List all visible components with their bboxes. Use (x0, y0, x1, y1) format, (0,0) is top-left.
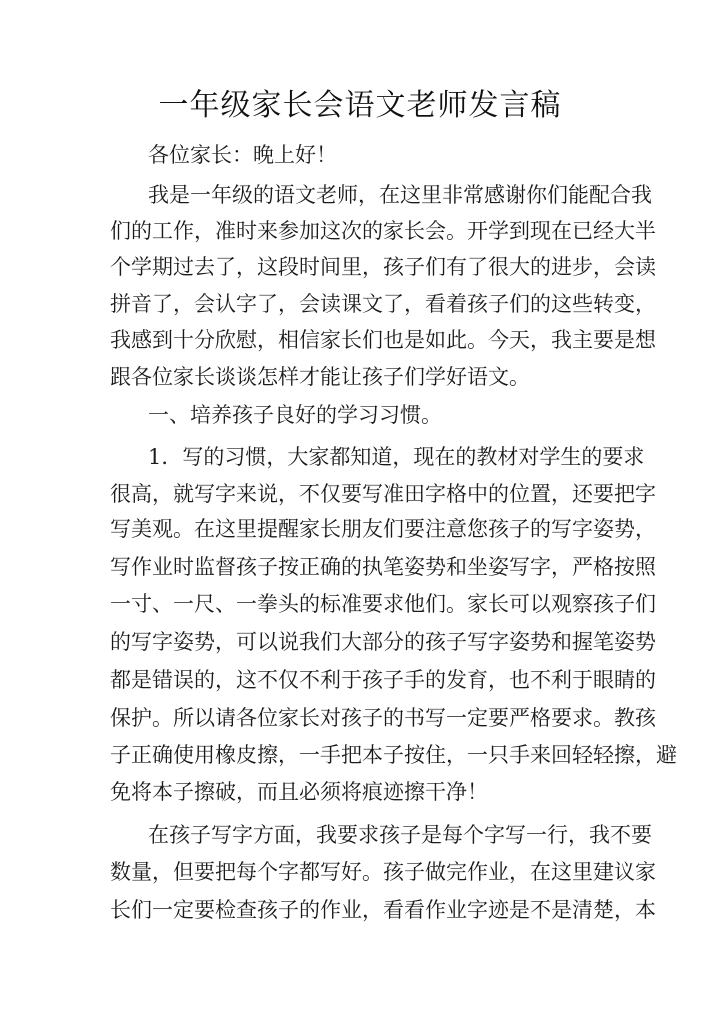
greeting-line: 各位家长：晚上好！ (148, 143, 337, 167)
document-title: 一年级家长会语文老师发言稿 (158, 88, 562, 123)
paragraph-line: 1．写的习惯，大家都知道，现在的教材对学生的要求 (148, 445, 645, 469)
paragraph-line: 我感到十分欣慰，相信家长们也是如此。今天，我主要是想 (110, 328, 656, 352)
paragraph-line: 保护。所以请各位家长对孩子的书写一定要严格要求。教孩 (110, 706, 656, 730)
paragraph-line: 写作业时监督孩子按正确的执笔姿势和坐姿写字，严格按照 (110, 555, 656, 579)
paragraph-line: 我是一年级的语文老师，在这里非常感谢你们能配合我 (148, 183, 652, 207)
paragraph-line: 拼音了，会认字了，会读课文了，看着孩子们的这些转变， (110, 292, 656, 316)
paragraph-line: 都是错误的，这不仅不利于孩子手的发育，也不利于眼睛的 (110, 668, 656, 692)
paragraph-line: 们的工作，准时来参加这次的家长会。开学到现在已经大半 (110, 219, 656, 243)
paragraph-line: 个学期过去了，这段时间里，孩子们有了很大的进步，会读 (110, 255, 656, 279)
paragraph-line: 跟各位家长谈谈怎样才能让孩子们学好语文。 (110, 365, 530, 389)
paragraph-line: 写美观。在这里提醒家长朋友们要注意您孩子的写字姿势， (110, 517, 656, 541)
paragraph-line: 长们一定要检查孩子的作业，看看作业字迹是不是清楚，本 (110, 898, 656, 922)
paragraph-line: 一寸、一尺、一拳头的标准要求他们。家长可以观察孩子们 (110, 592, 656, 616)
paragraph-line: 免将本子擦破，而且必须将痕迹擦干净！ (110, 780, 488, 804)
paragraph-line: 的写字姿势，可以说我们大部分的孩子写字姿势和握笔姿势 (110, 630, 656, 654)
paragraph-line: 在孩子写字方面，我要求孩子是每个字写一行，我不要 (148, 823, 652, 847)
paragraph-line: 很高，就写字来说，不仅要写准田字格中的位置，还要把字 (110, 482, 656, 506)
paragraph-line: 数量，但要把每个字都写好。孩子做完作业，在这里建议家 (110, 860, 656, 884)
paragraph-line: 子正确使用橡皮擦，一手把本子按住，一只手来回轻轻擦，避 (110, 743, 677, 767)
section-heading: 一、培养孩子良好的学习习惯。 (148, 403, 442, 427)
